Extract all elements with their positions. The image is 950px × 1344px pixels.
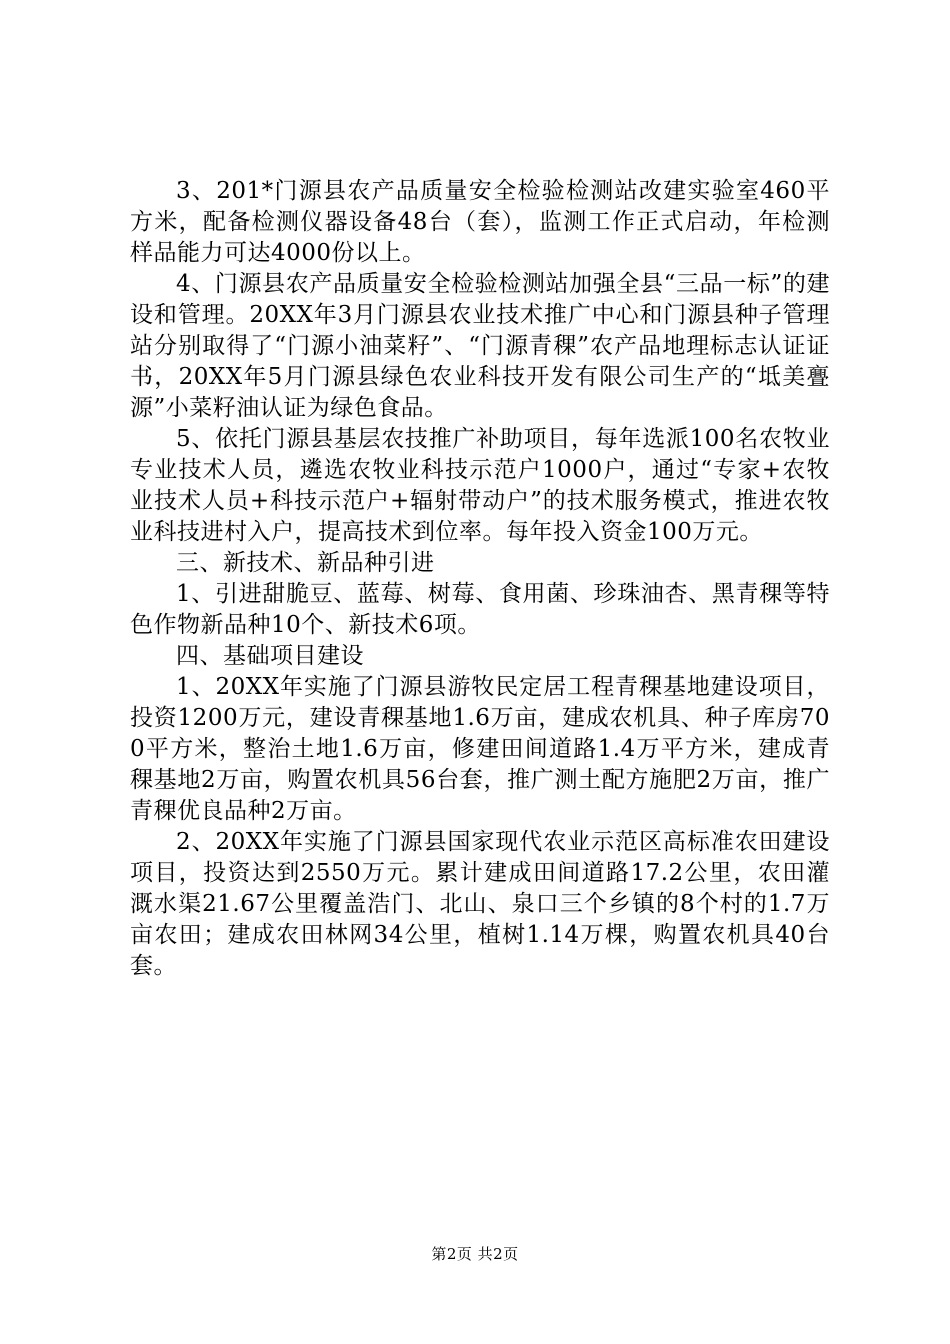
- paragraph-farmland-project: 2、20XX年实施了门源县国家现代农业示范区高标准农田建设项目，投资达到2550万元。累计建成田间道路17.2公里，农田灌溉水渠21.67公里覆盖浩门、北山、泉口三个乡镇的8个村的1.7万亩农田；建成农田林网34公里，植树1.14万棵，购置农机具40台套。: [130, 829, 830, 979]
- paragraph-highland-barley-base: 1、20XX年实施了门源县游牧民定居工程青稞基地建设项目，投资1200万元，建设青稞基地1.6万亩，建成农机具、种子库房700平方米，整治土地1.6万亩，修建田间道路1.4万平方米，建成青稞基地2万亩，购置农机具56台套，推广测土配方施肥2万亩，推广青稞优良品种2万亩。: [130, 674, 830, 824]
- document-body: [130, 176, 830, 982]
- section-heading-infrastructure: 四、基础项目建设: [176, 643, 364, 669]
- paragraph-lab-renovation: 3、201*门源县农产品质量安全检验检测站改建实验室460平方米，配备检测仪器设备48台（套），监测工作正式启动，年检测样品能力可达4000份以上。: [130, 178, 830, 266]
- page-number-footer: 第2页 共2页: [431, 1245, 519, 1263]
- section-heading-new-technology: 三、新技术、新品种引进: [176, 550, 435, 576]
- paragraph-extension-subsidy: 5、依托门源县基层农技推广补助项目，每年选派100名农牧业专业技术人员，遴选农牧业科技示范户1000户，通过“专家+农牧业技术人员+科技示范户+辐射带动户”的技术服务模式，推进农牧业科技进村入户，提高技术到位率。每年投入资金100万元。: [130, 426, 830, 545]
- paragraph-three-products-one-label: 4、门源县农产品质量安全检验检测站加强全县“三品一标”的建设和管理。20XX年3月门源县农业技术推广中心和门源县种子管理站分别取得了“门源小油菜籽”、“门源青稞”农产品地理标志认证证书，20XX年5月门源县绿色农业科技开发有限公司生产的“坻美亹源”小菜籽油认证为绿色食品。: [130, 271, 830, 421]
- paragraph-new-varieties: 1、引进甜脆豆、蓝莓、树莓、食用菌、珍珠油杏、黑青稞等特色作物新品种10个、新技术6项。: [130, 581, 830, 638]
